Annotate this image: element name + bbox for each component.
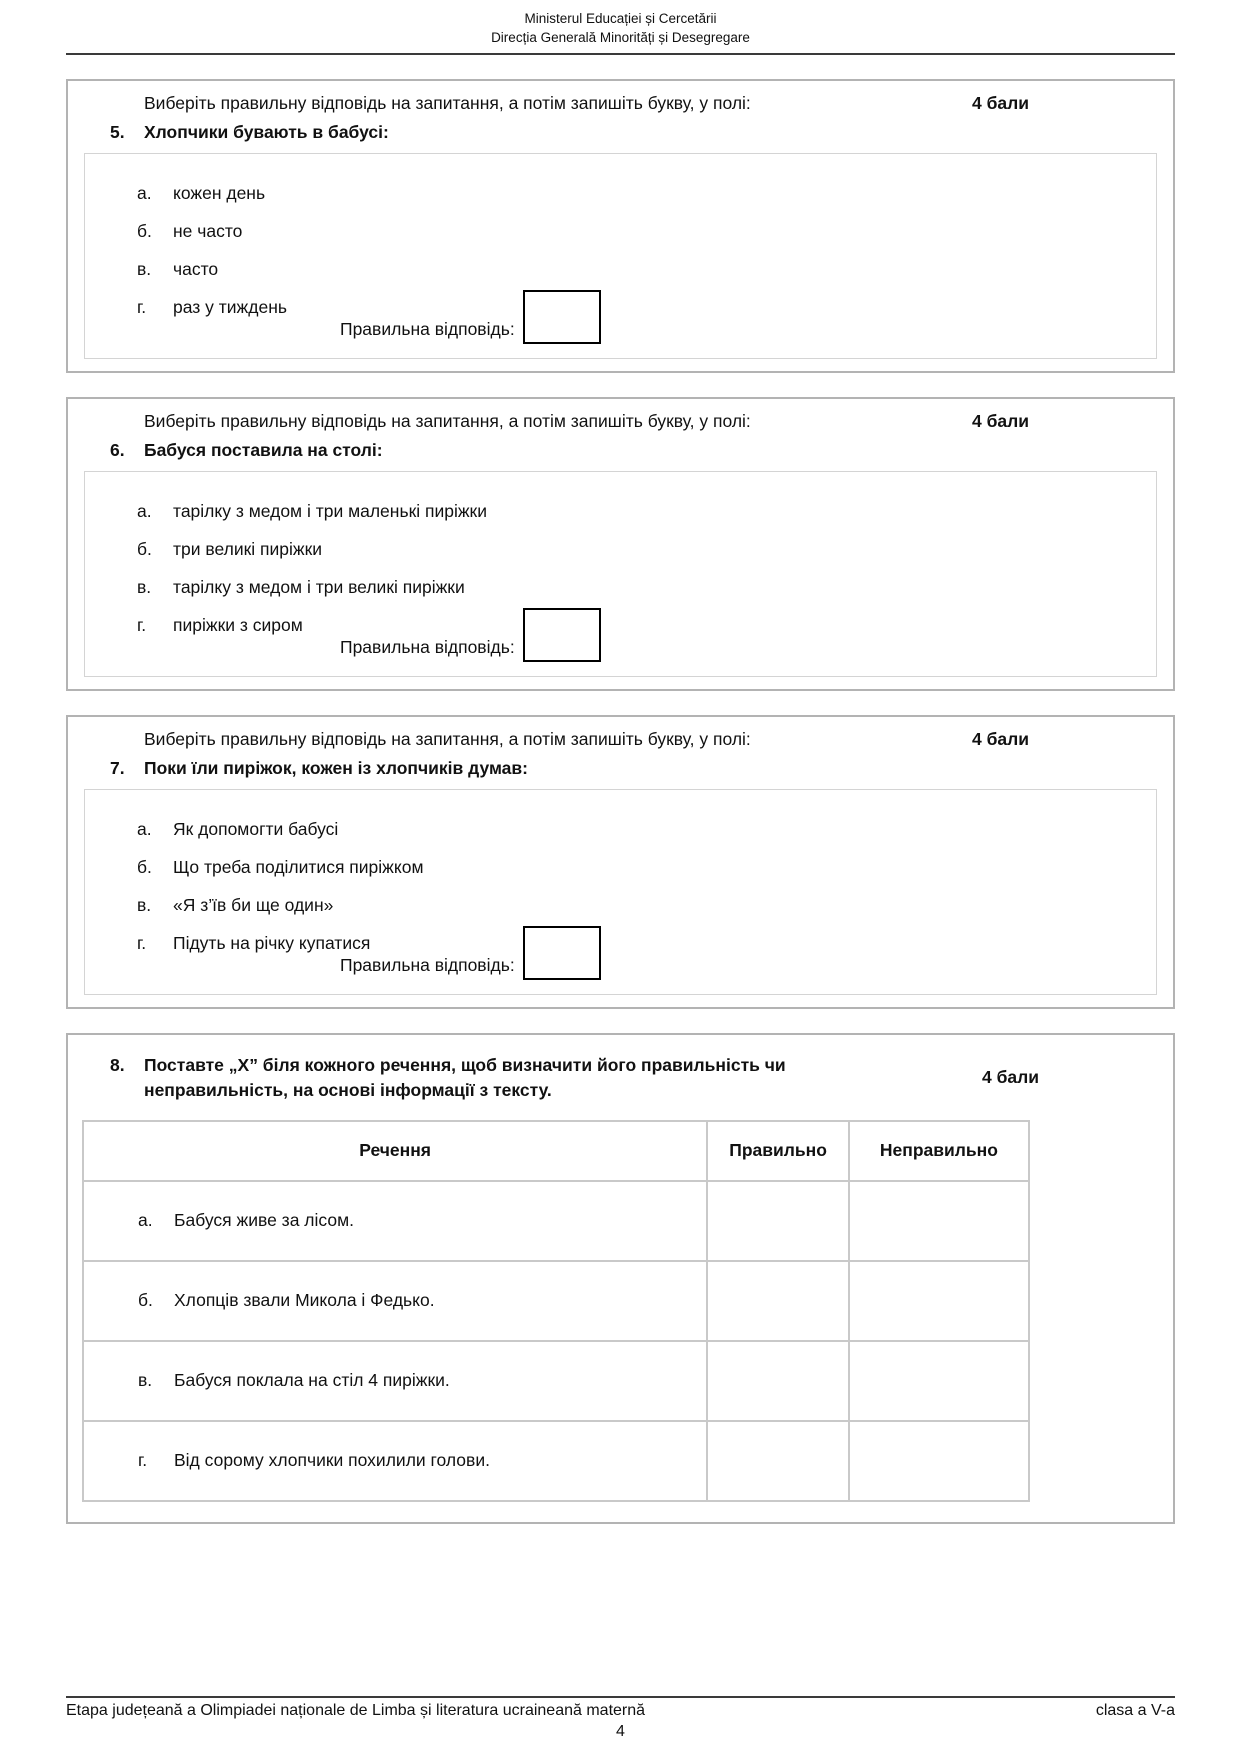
option-text: Як допомогти бабусі — [173, 818, 339, 839]
question-7-answer-row — [340, 926, 1156, 980]
sentence-cell — [83, 1261, 707, 1341]
option-text: три великі пиріжки — [173, 538, 323, 559]
question-8-title-row — [82, 1053, 1159, 1104]
option-a — [85, 500, 1156, 522]
sentence-text: Хлопців звали Микола і Федько. — [174, 1290, 435, 1311]
question-5-title-row — [82, 122, 1159, 143]
answer-cell-correct-g[interactable] — [707, 1421, 849, 1501]
option-letter: г. — [137, 932, 147, 953]
points-badge: 4 бали — [971, 410, 1029, 431]
answer-label: Правильна відповідь: — [340, 318, 515, 339]
option-text: тарілку з медом і три маленькі пиріжки — [173, 500, 487, 521]
question-6-answer-row — [340, 608, 1156, 662]
table-row-b — [83, 1261, 1029, 1341]
question-title: Поки їли пиріжок, кожен із хлопчиків думав: — [144, 757, 528, 778]
question-6-block — [66, 397, 1175, 691]
question-7-answer-box[interactable] — [523, 926, 601, 980]
question-7-block — [66, 715, 1175, 1009]
instruction-text: Виберіть правильну відповідь на запитання, а потім запишіть букву, у полі: — [144, 92, 751, 113]
header-line-1: Ministerul Educației și Cercetării — [524, 11, 717, 26]
points-badge: 4 бали — [971, 92, 1029, 113]
row-letter: б. — [138, 1290, 153, 1311]
column-header-sentence: Речення — [83, 1121, 707, 1181]
option-letter: а. — [137, 182, 152, 203]
option-text: не часто — [173, 220, 243, 241]
footer-left-text: Etapa județeană a Olimpiadei naționale de Limba și literatura ucraineană maternă — [66, 1702, 646, 1719]
question-7-title-row — [82, 758, 1159, 779]
option-letter: а. — [137, 500, 152, 521]
question-number: 8. — [110, 1054, 125, 1075]
answer-cell-incorrect-g[interactable] — [849, 1421, 1029, 1501]
answer-cell-incorrect-b[interactable] — [849, 1261, 1029, 1341]
option-b — [85, 856, 1156, 878]
page-footer — [66, 1696, 1175, 1741]
option-text: Що треба поділитися пиріжком — [173, 856, 424, 877]
option-letter: г. — [137, 614, 147, 635]
footer-text-row — [66, 1696, 1175, 1720]
page-header — [66, 0, 1175, 55]
question-title: Бабуся поставила на столі: — [144, 439, 383, 460]
page-number: 4 — [616, 1723, 625, 1740]
instruction-text: Виберіть правильну відповідь на запитання, а потім запишіть букву, у полі: — [144, 728, 751, 749]
question-6-options — [84, 471, 1157, 677]
table-row-a — [83, 1181, 1029, 1261]
option-b — [85, 538, 1156, 560]
question-title: Поставте „Х” біля кожного речення, щоб визначити його правильність чи неправильність, на основі інформації з тексту. — [144, 1054, 786, 1101]
question-5-options — [84, 153, 1157, 359]
option-letter: в. — [137, 576, 152, 597]
question-number: 7. — [110, 757, 125, 778]
table-header-row — [83, 1121, 1029, 1181]
sentence-cell — [83, 1181, 707, 1261]
option-b — [85, 220, 1156, 242]
question-7-instruction-row — [82, 729, 1159, 750]
option-letter: б. — [137, 538, 152, 559]
answer-cell-correct-a[interactable] — [707, 1181, 849, 1261]
option-text: часто — [173, 258, 219, 279]
question-title: Хлопчики бувають в бабусі: — [144, 121, 389, 142]
answer-cell-correct-b[interactable] — [707, 1261, 849, 1341]
table-row-v — [83, 1341, 1029, 1421]
option-letter: б. — [137, 856, 152, 877]
question-5-block — [66, 79, 1175, 373]
question-number: 5. — [110, 121, 125, 142]
answer-cell-incorrect-a[interactable] — [849, 1181, 1029, 1261]
row-letter: в. — [138, 1370, 153, 1391]
row-letter: а. — [138, 1210, 153, 1231]
points-badge: 4 бали — [981, 1067, 1039, 1088]
option-letter: г. — [137, 296, 147, 317]
question-6-answer-box[interactable] — [523, 608, 601, 662]
instruction-text: Виберіть правильну відповідь на запитання, а потім запишіть букву, у полі: — [144, 410, 751, 431]
option-a — [85, 182, 1156, 204]
sentence-text: Бабуся живе за лісом. — [174, 1210, 354, 1231]
option-letter: в. — [137, 894, 152, 915]
column-header-incorrect: Неправильно — [849, 1121, 1029, 1181]
option-text: пиріжки з сиром — [173, 614, 303, 635]
question-5-answer-box[interactable] — [523, 290, 601, 344]
question-5-instruction-row — [82, 93, 1159, 114]
question-8-block — [66, 1033, 1175, 1524]
option-letter: а. — [137, 818, 152, 839]
sentence-cell — [83, 1421, 707, 1501]
option-letter: в. — [137, 258, 152, 279]
question-8-table — [82, 1120, 1030, 1502]
header-line-2: Direcția Generală Minorități și Desegregare — [491, 29, 750, 45]
option-text: кожен день — [173, 182, 266, 203]
option-a — [85, 818, 1156, 840]
question-5-answer-row — [340, 290, 1156, 344]
question-7-options — [84, 789, 1157, 995]
option-v — [85, 258, 1156, 280]
question-number: 6. — [110, 439, 125, 460]
answer-label: Правильна відповідь: — [340, 954, 515, 975]
option-text: тарілку з медом і три великі пиріжки — [173, 576, 465, 597]
option-text: раз у тиждень — [173, 296, 287, 317]
row-letter: г. — [138, 1450, 148, 1471]
question-6-instruction-row — [82, 411, 1159, 432]
points-badge: 4 бали — [971, 728, 1029, 749]
option-v — [85, 576, 1156, 598]
sentence-cell — [83, 1341, 707, 1421]
sentence-text: Бабуся поклала на стіл 4 пиріжки. — [174, 1370, 450, 1391]
option-v — [85, 894, 1156, 916]
option-text: «Я з’їв би ще один» — [173, 894, 334, 915]
footer-right-text: clasa a V-a — [1095, 1702, 1175, 1719]
option-letter: б. — [137, 220, 152, 241]
answer-cell-correct-v[interactable] — [707, 1341, 849, 1421]
question-6-title-row — [82, 440, 1159, 461]
sentence-text: Від сорому хлопчики похилили голови. — [174, 1450, 490, 1471]
page-content — [0, 79, 1241, 1524]
column-header-correct: Правильно — [707, 1121, 849, 1181]
answer-cell-incorrect-v[interactable] — [849, 1341, 1029, 1421]
answer-label: Правильна відповідь: — [340, 636, 515, 657]
option-text: Підуть на річку купатися — [173, 932, 371, 953]
table-row-g — [83, 1421, 1029, 1501]
